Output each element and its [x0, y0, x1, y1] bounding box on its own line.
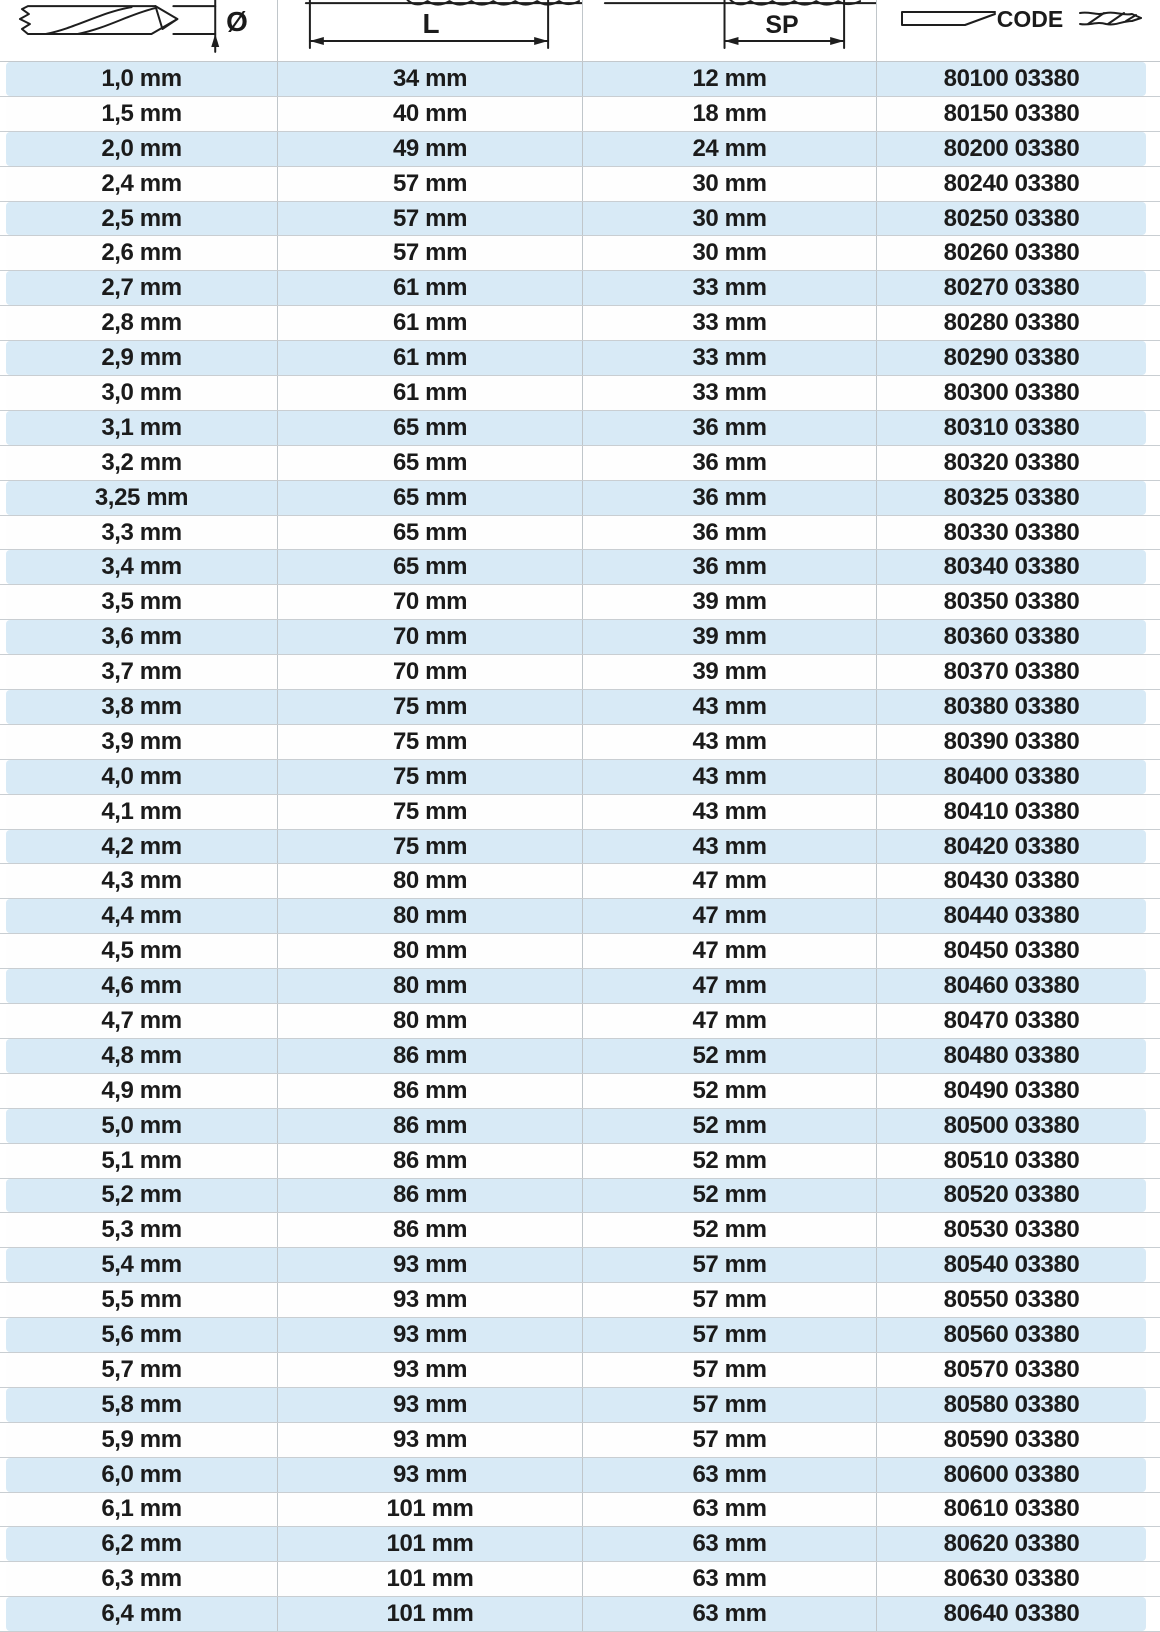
cell-diameter: 3,0 mm	[6, 376, 278, 410]
cell-diameter: 6,0 mm	[6, 1458, 278, 1492]
cell-spiral-length: 47 mm	[583, 934, 877, 968]
table-row	[0, 1283, 1160, 1318]
cell-spiral-length: 33 mm	[583, 341, 877, 375]
table-row	[0, 1318, 1160, 1353]
cell-code: 80590 03380	[943, 1425, 1080, 1453]
row-band	[6, 725, 1146, 759]
table-row	[0, 376, 1160, 411]
row-band	[6, 1039, 1146, 1073]
row-band	[6, 655, 1146, 689]
cell-code: 80320 03380	[943, 448, 1080, 476]
table-row	[0, 202, 1160, 237]
cell-spiral-length: 30 mm	[583, 202, 877, 236]
cell-spiral-length: 52 mm	[583, 1109, 877, 1143]
table-row	[0, 1423, 1160, 1458]
cell-code: 80325 03380	[943, 483, 1080, 511]
cell-diameter: 4,7 mm	[6, 1004, 278, 1038]
table-row	[0, 1353, 1160, 1388]
cell-code: 80470 03380	[943, 1006, 1080, 1034]
cell-code: 80610 03380	[943, 1495, 1080, 1523]
table-row	[0, 1179, 1160, 1214]
cell-spiral-length: 52 mm	[583, 1144, 877, 1178]
cell-spiral-length: 52 mm	[583, 1074, 877, 1108]
row-band	[6, 341, 1146, 375]
cell-code: 80580 03380	[943, 1390, 1080, 1418]
cell-code: 80570 03380	[943, 1355, 1080, 1383]
row-band	[6, 481, 1146, 515]
cell-total-length: 65 mm	[278, 516, 583, 550]
cell-diameter: 6,4 mm	[6, 1597, 278, 1631]
cell-diameter: 3,6 mm	[6, 620, 278, 654]
row-band	[6, 167, 1146, 201]
cell-total-length: 86 mm	[278, 1144, 583, 1178]
cell-diameter: 6,2 mm	[6, 1527, 278, 1561]
drill-total-length-icon	[278, 0, 582, 61]
cell-total-length: 86 mm	[278, 1109, 583, 1143]
cell-diameter: 4,8 mm	[6, 1039, 278, 1073]
table-body	[0, 62, 1160, 1632]
cell-total-length: 75 mm	[278, 760, 583, 794]
cell-code: 80640 03380	[943, 1600, 1080, 1628]
cell-diameter: 3,25 mm	[6, 481, 278, 515]
cell-code: 80200 03380	[943, 134, 1080, 162]
row-band	[6, 620, 1146, 654]
cell-spiral-length: 43 mm	[583, 830, 877, 864]
cell-code: 80420 03380	[943, 832, 1080, 860]
cell-total-length: 70 mm	[278, 585, 583, 619]
cell-spiral-length: 63 mm	[583, 1597, 877, 1631]
table-row	[0, 97, 1160, 132]
cell-total-length: 57 mm	[278, 236, 583, 270]
table-row	[0, 864, 1160, 899]
table-row	[0, 550, 1160, 585]
cell-total-length: 86 mm	[278, 1179, 583, 1213]
cell-diameter: 5,9 mm	[6, 1423, 278, 1457]
cell-diameter: 5,3 mm	[6, 1213, 278, 1247]
row-band	[6, 795, 1146, 829]
cell-diameter: 2,9 mm	[6, 341, 278, 375]
table-row	[0, 1248, 1160, 1283]
cell-total-length: 40 mm	[278, 97, 583, 131]
cell-diameter: 5,7 mm	[6, 1353, 278, 1387]
table-row	[0, 1039, 1160, 1074]
table-row	[0, 1213, 1160, 1248]
row-band	[6, 376, 1146, 410]
table-row	[0, 167, 1160, 202]
cell-total-length: 70 mm	[278, 620, 583, 654]
cell-spiral-length: 57 mm	[583, 1423, 877, 1457]
row-band	[6, 1423, 1146, 1457]
table-row	[0, 585, 1160, 620]
cell-diameter: 4,6 mm	[6, 969, 278, 1003]
cell-diameter: 5,8 mm	[6, 1388, 278, 1422]
cell-diameter: 6,3 mm	[6, 1562, 278, 1596]
cell-spiral-length: 39 mm	[583, 620, 877, 654]
table-row	[0, 1144, 1160, 1179]
cell-total-length: 70 mm	[278, 655, 583, 689]
cell-diameter: 4,9 mm	[6, 1074, 278, 1108]
cell-code: 80370 03380	[943, 658, 1080, 686]
row-band	[6, 1283, 1146, 1317]
cell-spiral-length: 30 mm	[583, 236, 877, 270]
row-band	[6, 202, 1146, 236]
cell-diameter: 2,8 mm	[6, 306, 278, 340]
cell-total-length: 101 mm	[278, 1527, 583, 1561]
cell-spiral-length: 52 mm	[583, 1213, 877, 1247]
cell-code: 80500 03380	[943, 1111, 1080, 1139]
header-diameter	[6, 0, 278, 61]
cell-spiral-length: 24 mm	[583, 132, 877, 166]
cell-total-length: 93 mm	[278, 1388, 583, 1422]
row-band	[6, 1562, 1146, 1596]
table-row	[0, 1074, 1160, 1109]
code-symbol: CODE	[996, 6, 1064, 32]
cell-total-length: 61 mm	[278, 341, 583, 375]
row-band	[6, 271, 1146, 305]
cell-total-length: 65 mm	[278, 481, 583, 515]
cell-spiral-length: 47 mm	[583, 969, 877, 1003]
cell-total-length: 93 mm	[278, 1458, 583, 1492]
cell-total-length: 61 mm	[278, 376, 583, 410]
cell-diameter: 3,4 mm	[6, 550, 278, 584]
cell-diameter: 6,1 mm	[6, 1493, 278, 1527]
table-row	[0, 1493, 1160, 1528]
cell-total-length: 75 mm	[278, 690, 583, 724]
row-band	[6, 62, 1146, 96]
table-row	[0, 690, 1160, 725]
drill-tip-diameter-icon	[6, 0, 277, 61]
row-band	[6, 864, 1146, 898]
cell-spiral-length: 63 mm	[583, 1527, 877, 1561]
cell-diameter: 4,2 mm	[6, 830, 278, 864]
cell-diameter: 2,5 mm	[6, 202, 278, 236]
cell-code: 80550 03380	[943, 1286, 1080, 1314]
row-band	[6, 516, 1146, 550]
cell-spiral-length: 36 mm	[583, 411, 877, 445]
cell-code: 80510 03380	[943, 1146, 1080, 1174]
table-row	[0, 306, 1160, 341]
cell-spiral-length: 36 mm	[583, 550, 877, 584]
row-band	[6, 236, 1146, 270]
cell-code: 80240 03380	[943, 169, 1080, 197]
cell-diameter: 2,6 mm	[6, 236, 278, 270]
cell-code: 80440 03380	[943, 902, 1080, 930]
cell-total-length: 80 mm	[278, 899, 583, 933]
row-band	[6, 1179, 1146, 1213]
header-code	[877, 0, 1146, 61]
table-row	[0, 481, 1160, 516]
row-band	[6, 1458, 1146, 1492]
cell-total-length: 93 mm	[278, 1318, 583, 1352]
cell-spiral-length: 43 mm	[583, 760, 877, 794]
cell-total-length: 93 mm	[278, 1423, 583, 1457]
cell-code: 80520 03380	[943, 1181, 1080, 1209]
cell-code: 80600 03380	[943, 1460, 1080, 1488]
cell-total-length: 65 mm	[278, 550, 583, 584]
cell-code: 80310 03380	[943, 413, 1080, 441]
cell-spiral-length: 47 mm	[583, 1004, 877, 1038]
row-band	[6, 1074, 1146, 1108]
cell-code: 80260 03380	[943, 239, 1080, 267]
cell-total-length: 101 mm	[278, 1493, 583, 1527]
table-row	[0, 516, 1160, 551]
cell-code: 80100 03380	[943, 64, 1080, 92]
row-band	[6, 1353, 1146, 1387]
cell-diameter: 2,7 mm	[6, 271, 278, 305]
cell-diameter: 4,3 mm	[6, 864, 278, 898]
table-row	[0, 830, 1160, 865]
cell-total-length: 86 mm	[278, 1213, 583, 1247]
row-band	[6, 899, 1146, 933]
cell-code: 80380 03380	[943, 692, 1080, 720]
cell-total-length: 75 mm	[278, 830, 583, 864]
row-band	[6, 1527, 1146, 1561]
row-band	[6, 1388, 1146, 1422]
cell-spiral-length: 57 mm	[583, 1388, 877, 1422]
table-row	[0, 1458, 1160, 1493]
cell-diameter: 5,6 mm	[6, 1318, 278, 1352]
cell-spiral-length: 39 mm	[583, 655, 877, 689]
cell-spiral-length: 39 mm	[583, 585, 877, 619]
row-band	[6, 934, 1146, 968]
row-band	[6, 1109, 1146, 1143]
cell-spiral-length: 57 mm	[583, 1318, 877, 1352]
cell-code: 80270 03380	[943, 274, 1080, 302]
cell-code: 80390 03380	[943, 727, 1080, 755]
cell-code: 80340 03380	[943, 553, 1080, 581]
cell-diameter: 3,5 mm	[6, 585, 278, 619]
cell-diameter: 5,2 mm	[6, 1179, 278, 1213]
cell-spiral-length: 18 mm	[583, 97, 877, 131]
cell-total-length: 101 mm	[278, 1597, 583, 1631]
cell-code: 80490 03380	[943, 1076, 1080, 1104]
table-row	[0, 1562, 1160, 1597]
cell-diameter: 5,5 mm	[6, 1283, 278, 1317]
drill-code-icon	[877, 0, 1146, 61]
cell-spiral-length: 36 mm	[583, 481, 877, 515]
cell-total-length: 93 mm	[278, 1353, 583, 1387]
cell-diameter: 3,8 mm	[6, 690, 278, 724]
cell-diameter: 4,5 mm	[6, 934, 278, 968]
cell-spiral-length: 36 mm	[583, 516, 877, 550]
row-band	[6, 830, 1146, 864]
total-length-symbol: L	[422, 7, 440, 39]
header-total-length	[278, 0, 583, 61]
cell-total-length: 80 mm	[278, 1004, 583, 1038]
cell-total-length: 65 mm	[278, 411, 583, 445]
cell-code: 80360 03380	[943, 623, 1080, 651]
row-band	[6, 1144, 1146, 1178]
cell-spiral-length: 33 mm	[583, 306, 877, 340]
cell-diameter: 3,9 mm	[6, 725, 278, 759]
cell-code: 80290 03380	[943, 344, 1080, 372]
cell-code: 80330 03380	[943, 518, 1080, 546]
cell-spiral-length: 43 mm	[583, 795, 877, 829]
cell-code: 80530 03380	[943, 1216, 1080, 1244]
row-band	[6, 1493, 1146, 1527]
cell-spiral-length: 57 mm	[583, 1248, 877, 1282]
table-row	[0, 1004, 1160, 1039]
cell-code: 80620 03380	[943, 1530, 1080, 1558]
cell-code: 80630 03380	[943, 1565, 1080, 1593]
cell-diameter: 5,0 mm	[6, 1109, 278, 1143]
row-band	[6, 411, 1146, 445]
cell-total-length: 57 mm	[278, 167, 583, 201]
cell-spiral-length: 12 mm	[583, 62, 877, 96]
cell-total-length: 75 mm	[278, 725, 583, 759]
spiral-length-symbol: SP	[765, 10, 799, 39]
cell-total-length: 61 mm	[278, 271, 583, 305]
cell-spiral-length: 43 mm	[583, 725, 877, 759]
cell-code: 80250 03380	[943, 204, 1080, 232]
cell-code: 80540 03380	[943, 1251, 1080, 1279]
cell-total-length: 34 mm	[278, 62, 583, 96]
cell-spiral-length: 57 mm	[583, 1283, 877, 1317]
cell-code: 80560 03380	[943, 1321, 1080, 1348]
table-row	[0, 725, 1160, 760]
row-band	[6, 1248, 1146, 1282]
cell-diameter: 5,4 mm	[6, 1248, 278, 1282]
cell-spiral-length: 63 mm	[583, 1562, 877, 1596]
table-row	[0, 655, 1160, 690]
cell-diameter: 4,1 mm	[6, 795, 278, 829]
diameter-symbol: Ø	[226, 6, 248, 38]
table-row	[0, 795, 1160, 830]
table-row	[0, 1388, 1160, 1423]
row-band	[6, 446, 1146, 480]
cell-total-length: 86 mm	[278, 1074, 583, 1108]
cell-total-length: 80 mm	[278, 934, 583, 968]
cell-spiral-length: 52 mm	[583, 1039, 877, 1073]
table-header	[0, 0, 1160, 62]
table-row	[0, 1527, 1160, 1562]
cell-spiral-length: 57 mm	[583, 1353, 877, 1387]
row-band	[6, 585, 1146, 619]
cell-spiral-length: 33 mm	[583, 271, 877, 305]
row-band	[6, 132, 1146, 166]
table-row	[0, 62, 1160, 97]
cell-total-length: 49 mm	[278, 132, 583, 166]
cell-diameter: 1,5 mm	[6, 97, 278, 131]
cell-code: 80150 03380	[943, 99, 1080, 127]
cell-code: 80400 03380	[943, 762, 1080, 790]
cell-diameter: 3,2 mm	[6, 446, 278, 480]
cell-total-length: 57 mm	[278, 202, 583, 236]
row-band	[6, 969, 1146, 1003]
row-band	[6, 690, 1146, 724]
cell-spiral-length: 47 mm	[583, 899, 877, 933]
cell-spiral-length: 47 mm	[583, 864, 877, 898]
table-row	[0, 411, 1160, 446]
cell-spiral-length: 36 mm	[583, 446, 877, 480]
table-row	[0, 1109, 1160, 1144]
cell-total-length: 80 mm	[278, 864, 583, 898]
table-row	[0, 341, 1160, 376]
cell-spiral-length: 30 mm	[583, 167, 877, 201]
cell-diameter: 3,1 mm	[6, 411, 278, 445]
table-row	[0, 236, 1160, 271]
cell-total-length: 86 mm	[278, 1039, 583, 1073]
cell-code: 80350 03380	[943, 588, 1080, 616]
cell-spiral-length: 63 mm	[583, 1493, 877, 1527]
drill-spiral-length-icon	[583, 0, 876, 61]
row-band	[6, 760, 1146, 794]
row-band	[6, 1318, 1146, 1352]
row-band	[6, 550, 1146, 584]
row-band	[6, 1597, 1146, 1631]
cell-code: 80480 03380	[943, 1041, 1080, 1069]
table-row	[0, 899, 1160, 934]
cell-total-length: 61 mm	[278, 306, 583, 340]
cell-spiral-length: 33 mm	[583, 376, 877, 410]
cell-spiral-length: 52 mm	[583, 1179, 877, 1213]
cell-code: 80410 03380	[943, 797, 1080, 825]
cell-code: 80460 03380	[943, 972, 1080, 1000]
cell-diameter: 3,7 mm	[6, 655, 278, 689]
table-row	[0, 620, 1160, 655]
cell-code: 80280 03380	[943, 309, 1080, 337]
row-band	[6, 1004, 1146, 1038]
cell-total-length: 65 mm	[278, 446, 583, 480]
cell-diameter: 3,3 mm	[6, 516, 278, 550]
cell-total-length: 75 mm	[278, 795, 583, 829]
cell-spiral-length: 43 mm	[583, 690, 877, 724]
table-row	[0, 1597, 1160, 1632]
table-row	[0, 132, 1160, 167]
cell-code: 80300 03380	[943, 378, 1080, 406]
cell-diameter: 5,1 mm	[6, 1144, 278, 1178]
row-band	[6, 97, 1146, 131]
row-band	[6, 1213, 1146, 1247]
cell-total-length: 80 mm	[278, 969, 583, 1003]
header-spiral-length	[583, 0, 877, 61]
cell-diameter: 2,0 mm	[6, 132, 278, 166]
cell-total-length: 101 mm	[278, 1562, 583, 1596]
table-row	[0, 271, 1160, 306]
cell-diameter: 2,4 mm	[6, 167, 278, 201]
table-row	[0, 969, 1160, 1004]
table-row	[0, 934, 1160, 969]
cell-spiral-length: 63 mm	[583, 1458, 877, 1492]
cell-diameter: 4,4 mm	[6, 899, 278, 933]
table-row	[0, 446, 1160, 481]
table-row	[0, 760, 1160, 795]
cell-total-length: 93 mm	[278, 1248, 583, 1282]
row-band	[6, 306, 1146, 340]
cell-diameter: 4,0 mm	[6, 760, 278, 794]
cell-code: 80450 03380	[943, 937, 1080, 965]
cell-diameter: 1,0 mm	[6, 62, 278, 96]
cell-total-length: 93 mm	[278, 1283, 583, 1317]
cell-code: 80430 03380	[943, 867, 1080, 895]
